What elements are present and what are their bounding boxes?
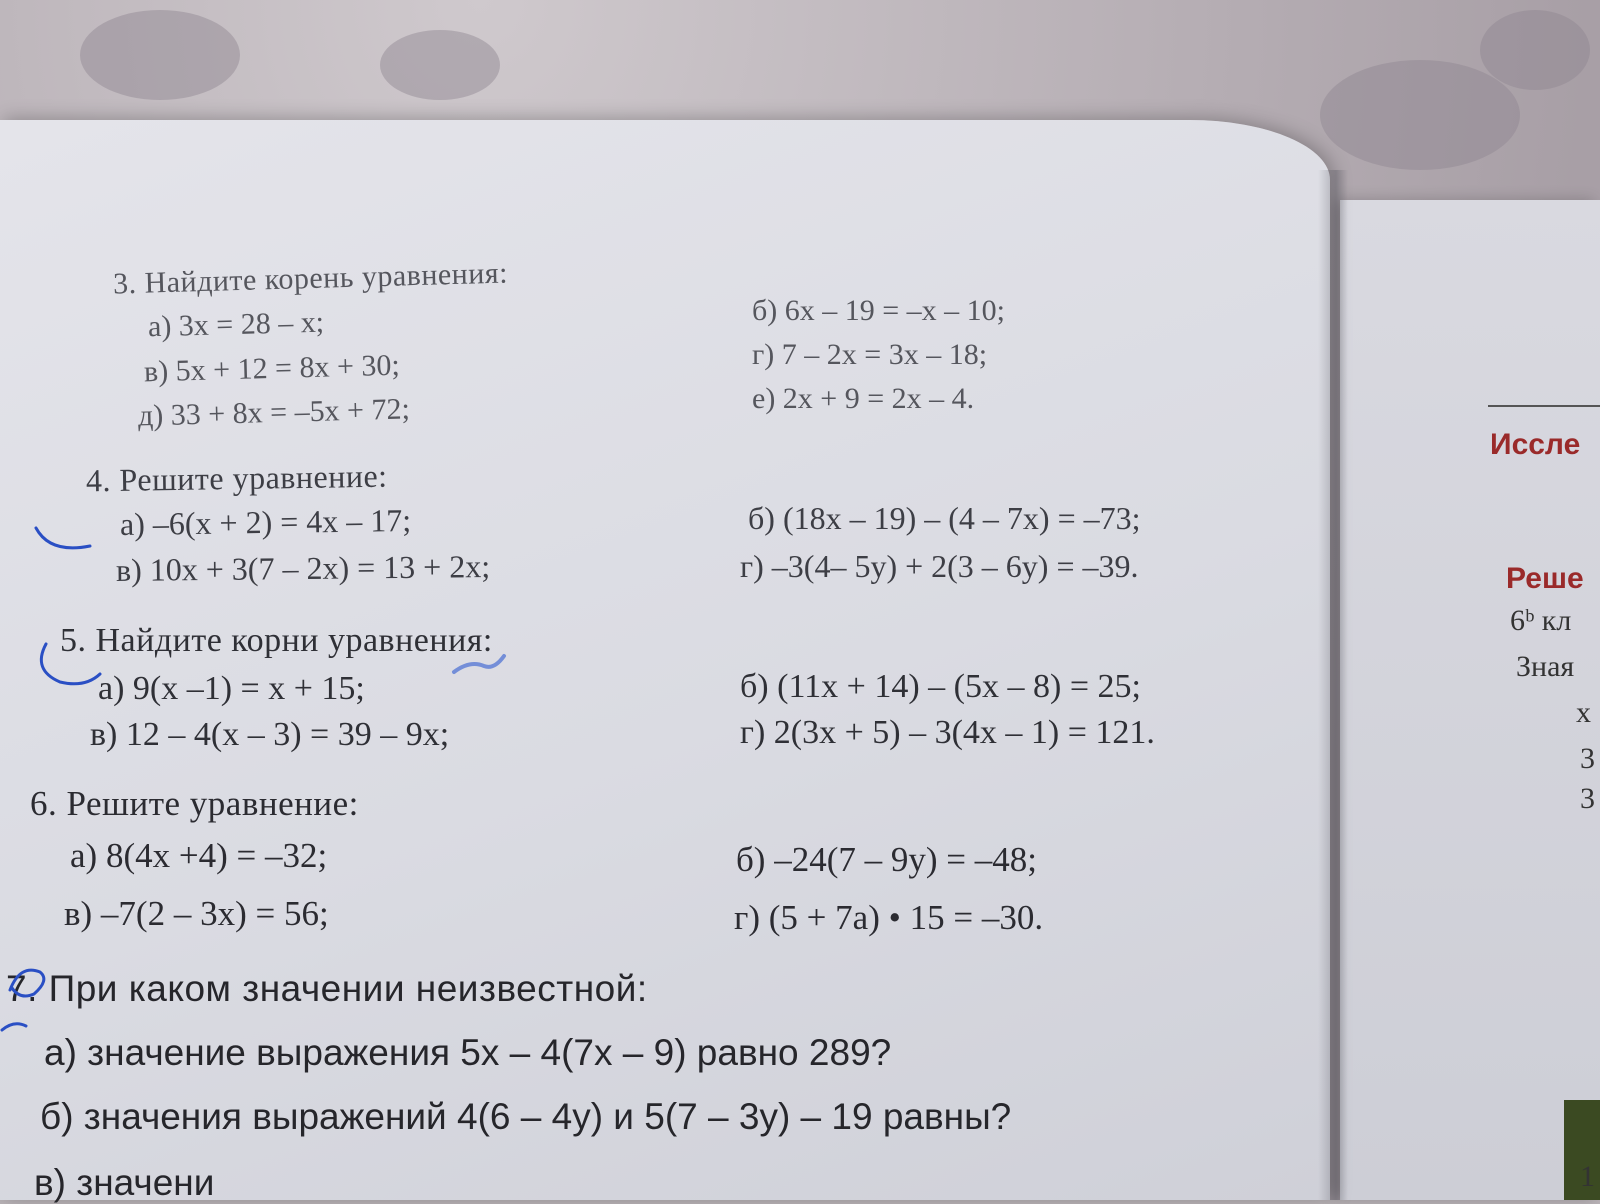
problem-4-title: 4. Решите уравнение: xyxy=(85,457,388,499)
problem-5-item-b: б) (11x + 14) – (5x – 8) = 25; xyxy=(740,668,1141,705)
problem-3-item-e: е) 2x + 9 = 2x – 4. xyxy=(752,382,975,415)
problem-6-item-b: б) –24(7 – 9y) = –48; xyxy=(736,840,1037,879)
problem-3-item-v: в) 5x + 12 = 8x + 30; xyxy=(143,348,401,389)
problem-5-item-g: г) 2(3x + 5) – 3(4x – 1) = 121. xyxy=(740,714,1155,751)
problem-7-item-b: б) значения выражений 4(6 – 4y) и 5(7 – 3y) – 19 равны? xyxy=(40,1096,1012,1137)
problem-6-item-v: в) –7(2 – 3x) = 56; xyxy=(64,894,329,933)
problem-6-item-g: г) (5 + 7a) • 15 = –30. xyxy=(734,898,1044,937)
fabric-flower-pattern xyxy=(1320,60,1520,170)
problem-5-title: 5. Найдите корни уравнения: xyxy=(60,622,493,659)
problem-3-item-g: г) 7 – 2x = 3x – 18; xyxy=(752,338,988,371)
problem-5-item-a: а) 9(x –1) = x + 15; xyxy=(98,670,365,707)
problem-4-item-a: а) –6(x + 2) = 4x – 17; xyxy=(119,501,412,543)
problem-4-item-b: б) (18x – 19) – (4 – 7x) = –73; xyxy=(748,500,1141,536)
facing-page xyxy=(1340,200,1600,1200)
pen-check-mark-5a xyxy=(30,640,110,700)
facing-page-heading-1: Иссле xyxy=(1490,428,1581,461)
facing-page-line-1: 6ᵇ кл xyxy=(1510,604,1572,637)
problem-4-item-v: в) 10x + 3(7 – 2x) = 13 + 2x; xyxy=(115,548,491,588)
problem-3-item-b: б) 6x – 19 = –x – 10; xyxy=(752,294,1006,327)
problem-5-item-v: в) 12 – 4(x – 3) = 39 – 9x; xyxy=(90,716,450,753)
facing-page-line-2: Зная xyxy=(1516,650,1575,683)
pen-circle-mark-7 xyxy=(0,960,60,1050)
problem-3-item-d: д) 33 + 8x = –5x + 72; xyxy=(137,392,411,433)
facing-page-line-5: 3 xyxy=(1580,782,1595,815)
facing-page-number: 1 xyxy=(1580,1160,1595,1193)
book-spine-shadow xyxy=(1318,170,1348,1200)
problem-4-item-g: г) –3(4– 5y) + 2(3 – 6y) = –39. xyxy=(740,548,1139,584)
facing-page-rule xyxy=(1488,405,1600,407)
problem-7-item-a: а) значение выражения 5x – 4(7x – 9) равно 289? xyxy=(44,1032,892,1073)
problem-3-title: 3. Найдите корень уравнения: xyxy=(112,256,509,301)
facing-page-heading-2: Реше xyxy=(1506,562,1584,595)
problem-6-title: 6. Решите уравнение: xyxy=(30,784,359,823)
problem-7-item-v: в) значени xyxy=(34,1162,215,1203)
facing-page-line-4: 3 xyxy=(1580,742,1595,775)
problem-6-item-a: а) 8(4x +4) = –32; xyxy=(70,836,328,875)
problem-3-item-a: а) 3x = 28 – x; xyxy=(147,305,325,344)
fabric-flower-pattern xyxy=(1480,10,1590,90)
problem-7-title: 7. При каком значении неизвестной: xyxy=(6,968,648,1009)
pen-scribble xyxy=(450,650,510,680)
facing-page-line-3: x xyxy=(1576,696,1591,729)
pen-check-mark-4a xyxy=(30,520,100,560)
